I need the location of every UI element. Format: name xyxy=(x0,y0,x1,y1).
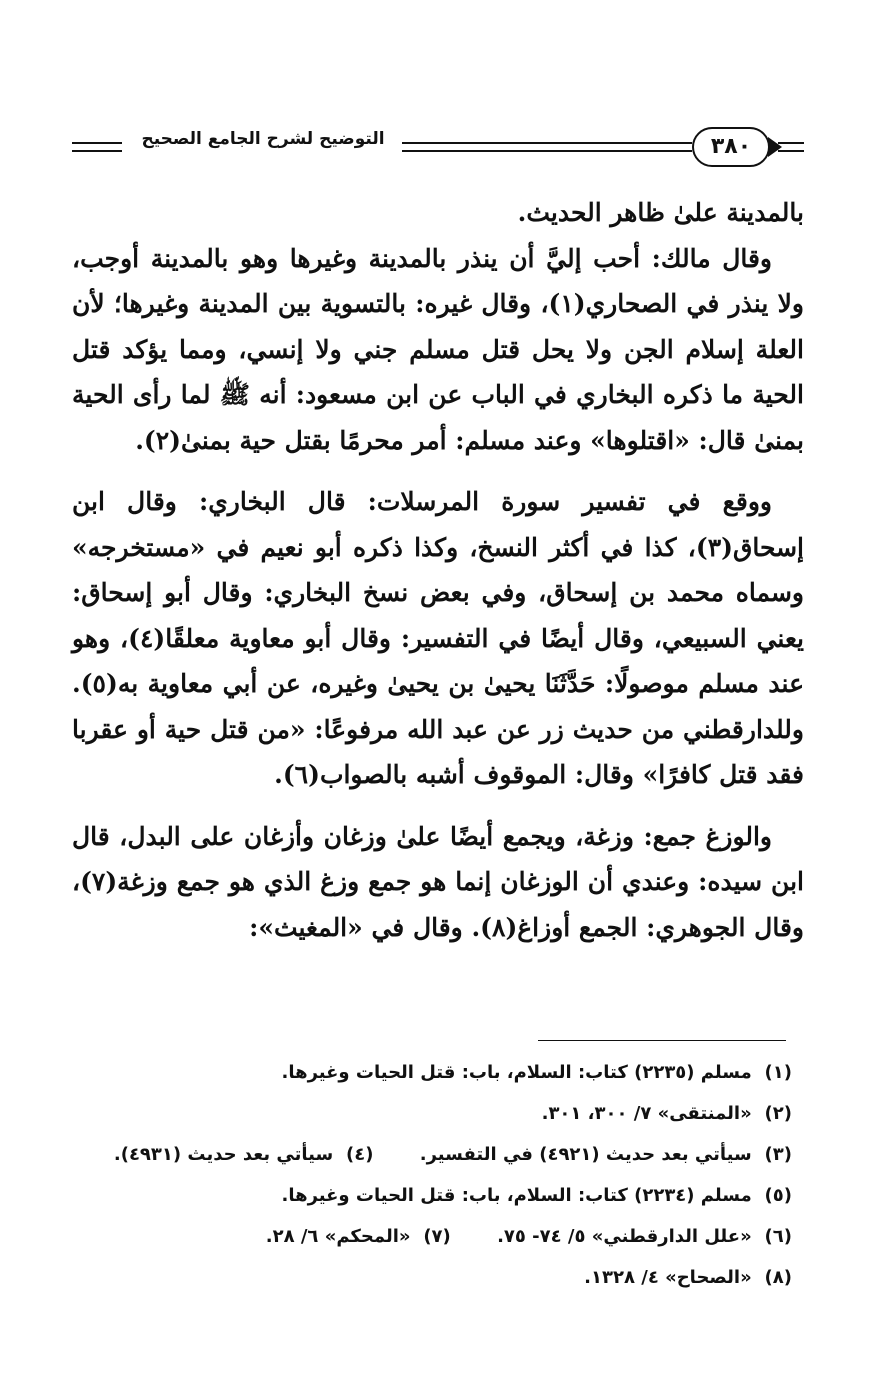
footnote-row xyxy=(72,1216,792,1257)
footnote xyxy=(497,1216,792,1257)
footnote xyxy=(266,1216,451,1257)
footnote-row xyxy=(72,1175,792,1216)
footnote-text: «المحكم» ٦/ ٢٨. xyxy=(265,1226,411,1247)
header-rule-right xyxy=(778,142,804,152)
paragraph: ووقع في تفسير سورة المرسلات: قال البخاري: وقال ابن إسحاق(٣)، كذا في أكثر النسخ، وكذا ذكره أبو نعيم في «مستخرجه» وسماه محمد بن إسحاق، وفي بعض نسخ البخاري: وقال أبو إسحاق: يعني السبيعي، وقال أيضًا في التفسير: وقال أبو معاوية معلقًا(٤)، وهو عند مسلم موصولًا: حَدَّثَنَا يحيىٰ بن يحيىٰ وغيره، عن أبي معاوية به(٥). وللدارقطني من حديث زر عن عبد الله مرفوعًا: «من قتل حية أو عقربا فقد قتل كافرًا» وقال: الموقوف أشبه بالصواب(٦). xyxy=(72,487,804,789)
footnote-text: «علل الدارقطني» ٥/ ٧٤- ٧٥. xyxy=(497,1226,752,1247)
footnote-number: (٢) xyxy=(764,1103,792,1124)
book-title: التوضيح لشرح الجامع الصحيح xyxy=(141,129,385,149)
footnote xyxy=(282,1175,793,1216)
footnote-text: سيأتي بعد حديث (٤٩٣١). xyxy=(113,1144,334,1165)
footnote-text: سيأتي بعد حديث (٤٩٢١) في التفسير. xyxy=(419,1144,752,1165)
footnote-number: (٥) xyxy=(764,1185,792,1206)
footnote-row xyxy=(72,1134,792,1175)
footnote-number: (١) xyxy=(764,1062,792,1083)
footnote-text: مسلم (٢٢٣٥) كتاب: السلام، باب: قتل الحيات وغيرها. xyxy=(281,1062,752,1083)
main-text xyxy=(72,190,804,950)
running-header xyxy=(72,127,804,171)
footnote xyxy=(114,1134,374,1175)
footnote-row xyxy=(72,1093,792,1134)
paragraph: والوزغ جمع: وزغة، ويجمع أيضًا علىٰ وزغان وأزغان على البدل، قال ابن سيده: وعندي أن الوزغان إنما هو جمع وزغ الذي هو جمع وزغة(٧)، وقال الجوهري: الجمع أوزاغ(٨). وقال في «المغيث»: xyxy=(72,821,804,942)
footnote-number: (٤) xyxy=(346,1144,374,1165)
footnote xyxy=(542,1093,792,1134)
footnote-row xyxy=(72,1052,792,1093)
footnote-row xyxy=(72,1257,792,1298)
footnote xyxy=(282,1052,793,1093)
paragraph: بالمدينة علىٰ ظاهر الحديث. xyxy=(517,198,804,227)
paragraph: وقال مالك: أحب إليَّ أن ينذر بالمدينة وغيرها وهو بالمدينة أوجب، ولا ينذر في الصحاري(١)، وقال غيره: بالتسوية بين المدينة وغيرها؛ لأن العلة إسلام الجن ولا يحل قتل مسلم جني ولا إنسي، ومما يؤكد قتل الحية ما ذكره البخاري في الباب عن ابن مسعود: أنه ﷺ لما رأى الحية بمنىٰ قال: «اقتلوها» وعند مسلم: أمر محرمًا بقتل حية بمنىٰ(٢). xyxy=(72,243,804,455)
footnote-text: مسلم (٢٢٣٤) كتاب: السلام، باب: قتل الحيات وغيرها. xyxy=(281,1185,752,1206)
footnote xyxy=(584,1257,792,1298)
footnote-separator xyxy=(538,1040,786,1041)
footnotes xyxy=(72,1052,792,1298)
page-number: ٣٨٠ xyxy=(692,127,770,167)
footnote-text: «الصحاح» ٤/ ١٣٢٨. xyxy=(584,1267,752,1288)
header-rule-left xyxy=(72,142,122,152)
footnote-number: (٧) xyxy=(423,1226,451,1247)
footnote xyxy=(420,1134,792,1175)
footnote-number: (٨) xyxy=(764,1267,792,1288)
footnote-number: (٦) xyxy=(764,1226,792,1247)
footnote-number: (٣) xyxy=(764,1144,792,1165)
header-rule-middle xyxy=(402,142,692,152)
footnote-text: «المنتقى» ٧/ ٣٠٠، ٣٠١. xyxy=(541,1103,752,1124)
